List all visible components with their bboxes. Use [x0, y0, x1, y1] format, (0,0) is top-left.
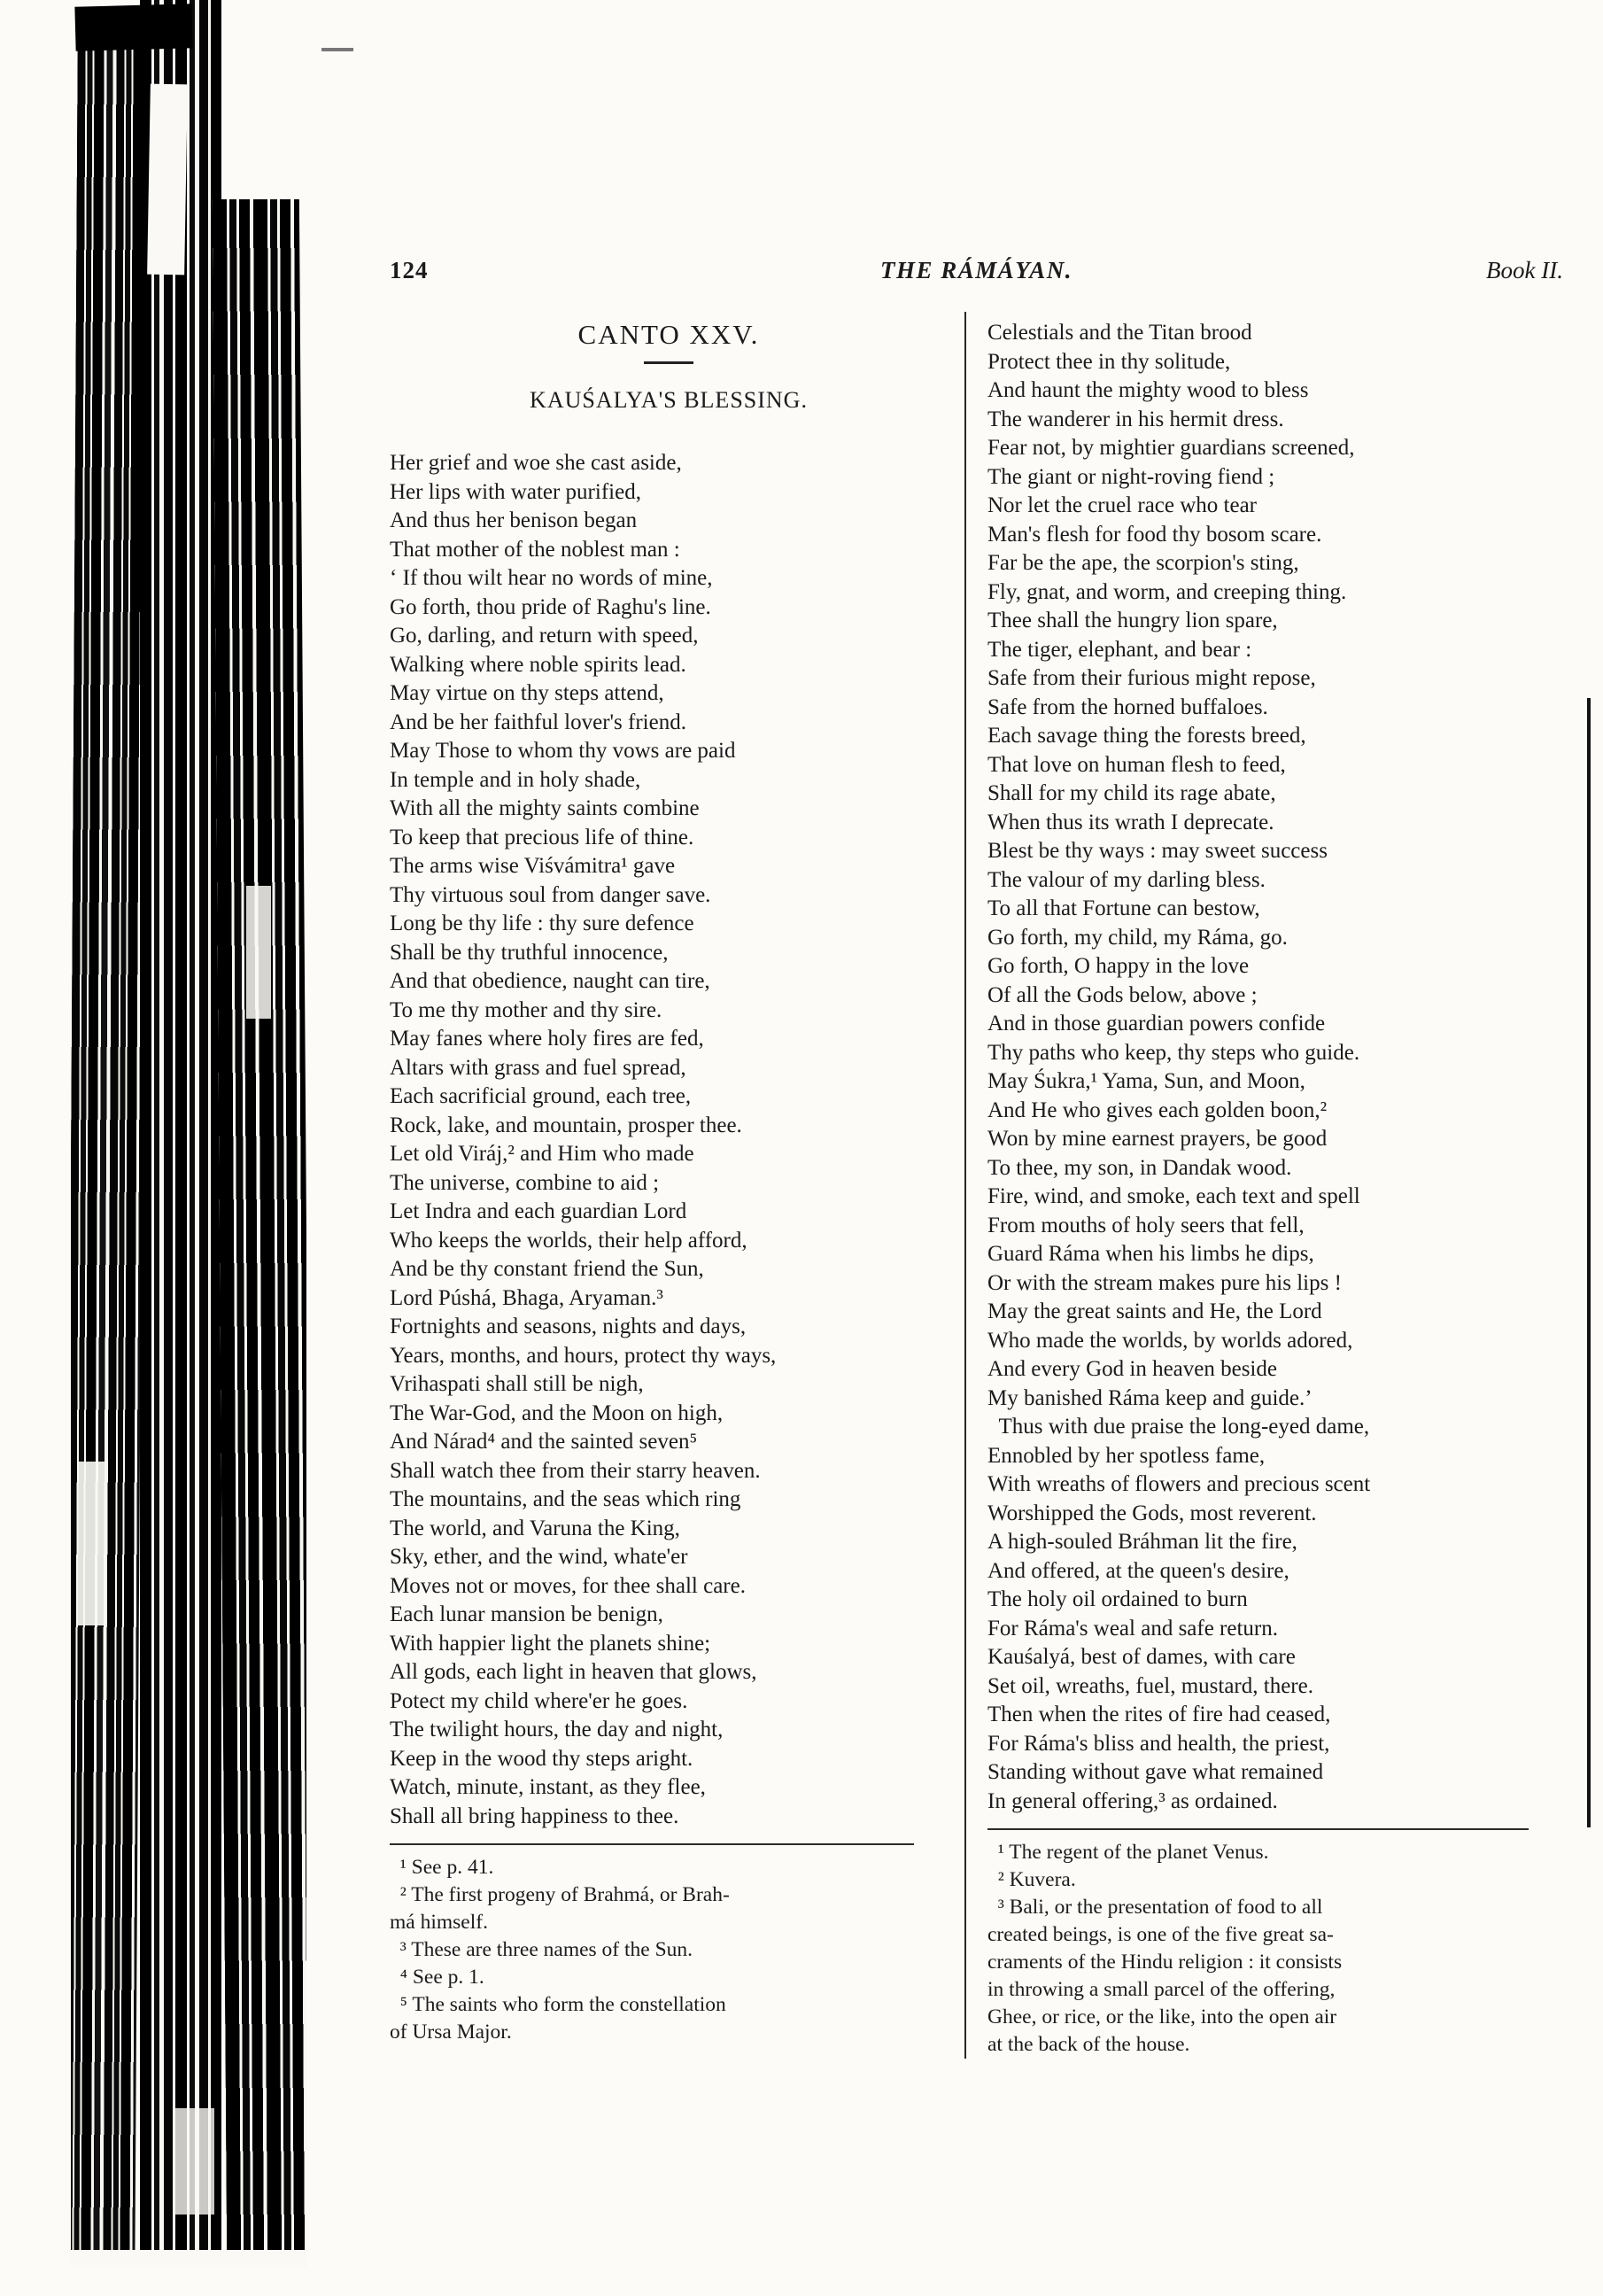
verse-line: Her lips with water purified,	[390, 479, 641, 504]
verse-line: To all that Fortune can bestow,	[987, 896, 1260, 920]
verse-line: That love on human flesh to feed,	[987, 752, 1286, 777]
verse-line: And in those guardian powers confide	[987, 1012, 1326, 1036]
scan-white-gap	[71, 2250, 306, 2268]
verse-line: Sky, ether, and the wind, whate'er	[390, 1545, 688, 1569]
verse-line: With all the mighty saints combine	[390, 796, 700, 820]
verse-line: Thy virtuous soul from danger save.	[390, 882, 711, 907]
scan-binding-artifact	[71, 0, 306, 2268]
verse-line: A high-souled Bráhman lit the fire,	[987, 1530, 1297, 1554]
verse-line: Years, months, and hours, protect thy ways,	[390, 1343, 777, 1368]
footnote-line: in throwing a small parcel of the offering,	[987, 1978, 1336, 2001]
canto-heading: CANTO XXV.	[577, 319, 760, 350]
verse-line: For Ráma's weal and safe return.	[987, 1616, 1279, 1641]
verse-line: All gods, each light in heaven that glows,	[390, 1660, 757, 1684]
verse-line: Thy paths who keep, thy steps who guide.	[987, 1040, 1360, 1065]
verse-line: Each savage thing the forests breed,	[987, 724, 1306, 748]
footnote-line: of Ursa Major.	[390, 2021, 512, 2044]
verse-line: Safe from their furious might repose,	[987, 666, 1316, 690]
verse-line: My banished Ráma keep and guide.’	[987, 1385, 1313, 1410]
verse-line: Potect my child where'er he goes.	[390, 1688, 688, 1713]
verse-line: Far be the ape, the scorpion's sting,	[987, 551, 1299, 575]
footnote-line: craments of the Hindu religion : it consists	[987, 1951, 1343, 1974]
verse-line: Walking where noble spirits lead.	[390, 652, 686, 677]
verse-line: Thus with due praise the long-eyed dame,	[987, 1415, 1370, 1439]
verse-line: May fanes where holy fires are fed,	[390, 1027, 704, 1051]
verse-line: May Those to whom thy vows are paid	[390, 739, 736, 763]
verse-line: Go forth, O happy in the love	[987, 954, 1250, 978]
verse-line: And offered, at the queen's desire,	[987, 1558, 1289, 1583]
verse-line: Fire, wind, and smoke, each text and spell	[987, 1184, 1360, 1208]
verse-line: And Nárad⁴ and the sainted seven⁵	[390, 1430, 698, 1454]
verse-line: Fortnights and seasons, nights and days,	[390, 1315, 747, 1338]
verse-line: Won by mine earnest prayers, be good	[987, 1127, 1328, 1151]
scan-dash-artifact	[321, 48, 353, 51]
running-title: THE RÁMÁYAN.	[879, 257, 1073, 283]
verse-line: May virtue on thy steps attend,	[390, 681, 664, 705]
verse-line: Then when the rites of fire had ceased,	[987, 1703, 1331, 1726]
verse-line: May Śukra,¹ Yama, Sun, and Moon,	[987, 1069, 1305, 1093]
right-footnotes	[987, 1839, 1563, 2059]
left-footnotes	[390, 1854, 948, 2046]
verse-line: The arms wise Viśvámitra¹ gave	[390, 854, 676, 878]
verse-line: Shall watch thee from their starry heaven.	[390, 1458, 761, 1483]
verse-line: Man's flesh for food thy bosom scare.	[987, 522, 1322, 547]
verse-line: And every God in heaven beside	[987, 1357, 1277, 1381]
verse-line: When thus its wrath I deprecate.	[987, 810, 1274, 834]
footnote-line: ² Kuvera.	[987, 1868, 1076, 1891]
footnote-line: created beings, is one of the five great sa-	[987, 1923, 1334, 1946]
verse-line: Fly, gnat, and worm, and creeping thing.	[987, 579, 1347, 604]
verse-line: Safe from the horned buffaloes.	[987, 694, 1268, 719]
canto-subheading: KAUŚALYA'S BLESSING.	[530, 387, 808, 413]
verse-line: Lord Púshá, Bhaga, Aryaman.³	[390, 1285, 663, 1310]
verse-line: Of all the Gods below, above ;	[987, 982, 1258, 1007]
scan-white-gap	[246, 886, 271, 1019]
verse-line: Each sacrificial ground, each tree,	[390, 1084, 692, 1108]
footnote-line: ⁵ The saints who form the constellation	[390, 1993, 726, 2016]
verse-line: And thus her benison began	[390, 508, 638, 532]
footnote-line: ¹ See p. 41.	[390, 1856, 494, 1879]
verse-line: Watch, minute, instant, as they flee,	[390, 1775, 706, 1799]
column-divider-rule	[964, 312, 966, 2059]
footnote-line: at the back of the house.	[987, 2033, 1190, 2056]
verse-line: Or with the stream makes pure his lips !	[987, 1270, 1342, 1295]
left-column	[390, 312, 948, 2059]
verse-line: Worshipped the Gods, most reverent.	[987, 1501, 1317, 1525]
verse-line: And that obedience, naught can tire,	[390, 969, 710, 993]
verse-line: From mouths of holy seers that fell,	[987, 1213, 1305, 1237]
footnote-separator-rule	[987, 1828, 1529, 1830]
verse-line: Let Indra and each guardian Lord	[390, 1199, 687, 1223]
verse-line: The tiger, elephant, and bear :	[987, 637, 1252, 662]
verse-line: ‘ If thou wilt hear no words of mine,	[390, 566, 713, 590]
verse-line: Shall all bring happiness to thee.	[390, 1803, 679, 1828]
verse-line: Who made the worlds, by worlds adored,	[987, 1328, 1353, 1353]
page-number: 124	[390, 257, 429, 283]
verse-line: Shall for my child its rage abate,	[987, 781, 1276, 805]
verse-line: To me thy mother and thy sire.	[390, 997, 662, 1022]
verse-line: Ennobled by her spotless fame,	[987, 1443, 1266, 1468]
verse-line: To thee, my son, in Dandak wood.	[987, 1155, 1292, 1180]
footnote-line: ³ Bali, or the presentation of food to all	[987, 1896, 1323, 1919]
scan-white-gap	[147, 84, 188, 275]
left-verse-block	[390, 449, 948, 1831]
scan-edge-line	[1587, 698, 1591, 1827]
verse-line: In temple and in holy shade,	[390, 767, 641, 792]
binding-streaks-middle	[140, 0, 221, 2263]
verse-line: And be thy constant friend the Sun,	[390, 1257, 704, 1281]
verse-line: Standing without gave what remained	[987, 1760, 1324, 1784]
verse-line: Go, darling, and return with speed,	[390, 624, 699, 648]
verse-line: May the great saints and He, the Lord	[987, 1299, 1322, 1323]
verse-line: The wanderer in his hermit dress.	[987, 407, 1284, 431]
right-verse-block	[987, 319, 1563, 1816]
verse-line: To keep that precious life of thine.	[390, 825, 694, 849]
verse-line: Protect thee in thy solitude,	[987, 349, 1231, 374]
verse-line: Fear not, by mightier guardians screened,	[987, 436, 1355, 460]
verse-line: Blest be thy ways : may sweet success	[987, 839, 1328, 863]
verse-line: Her grief and woe she cast aside,	[390, 451, 682, 475]
binding-streaks-outer	[213, 199, 306, 2263]
verse-line: The universe, combine to aid ;	[390, 1170, 660, 1195]
footnote-line: ² The first progeny of Brahmá, or Brah-	[390, 1883, 730, 1906]
verse-line: Guard Ráma when his limbs he dips,	[987, 1242, 1314, 1266]
verse-line: For Ráma's bliss and health, the priest,	[987, 1731, 1330, 1756]
verse-line: Set oil, wreaths, fuel, mustard, there.	[987, 1673, 1313, 1698]
verse-line: Kauśalyá, best of dames, with care	[987, 1645, 1296, 1669]
verse-line: Let old Viráj,² and Him who made	[390, 1142, 694, 1166]
right-column	[987, 312, 1563, 2059]
binding-streaks-inner	[71, 49, 149, 2263]
verse-line: The holy oil ordained to burn	[987, 1587, 1248, 1611]
footnote-line: ¹ The regent of the planet Venus.	[987, 1841, 1269, 1864]
verse-line: Who keeps the worlds, their help afford,	[390, 1228, 747, 1253]
footnote-line: má himself.	[390, 1911, 488, 1934]
scan-white-gap	[78, 1462, 105, 1625]
verse-line: The mountains, and the seas which ring	[390, 1487, 741, 1511]
page-content	[390, 255, 1563, 2059]
verse-line: That mother of the noblest man :	[390, 537, 680, 562]
verse-line: Go forth, my child, my Ráma, go.	[987, 925, 1288, 950]
verse-line: Keep in the wood thy steps aright.	[390, 1746, 693, 1771]
verse-line: With wreaths of flowers and precious scent	[987, 1472, 1371, 1496]
footnote-line: Ghee, or rice, or the like, into the open air	[987, 2005, 1337, 2028]
verse-line: The valour of my darling bless.	[987, 867, 1266, 892]
verse-line: Go forth, thou pride of Raghu's line.	[390, 594, 711, 619]
verse-line: Long be thy life : thy sure defence	[390, 911, 694, 935]
verse-line: The giant or night-roving fiend ;	[987, 464, 1275, 489]
verse-line: And be her faithful lover's friend.	[390, 710, 686, 734]
two-column-text-block	[390, 312, 1563, 2059]
verse-line: Moves not or moves, for thee shall care.	[390, 1573, 746, 1598]
verse-line: The War-God, and the Moon on high,	[390, 1400, 724, 1425]
canto-divider-rule	[644, 361, 693, 364]
verse-line: The twilight hours, the day and night,	[390, 1718, 724, 1741]
verse-line: Altars with grass and fuel spread,	[390, 1055, 686, 1080]
verse-line: Nor let the cruel race who tear	[987, 493, 1258, 517]
page-header	[390, 255, 1563, 285]
verse-line: The world, and Varuna the King,	[390, 1516, 680, 1540]
footnote-line: ³ These are three names of the Sun.	[390, 1938, 693, 1961]
verse-line: Thee shall the hungry lion spare,	[987, 609, 1278, 632]
footnote-line: ⁴ See p. 1.	[390, 1966, 484, 1989]
verse-line: Each lunar mansion be benign,	[390, 1602, 663, 1626]
verse-line: And haunt the mighty wood to bless	[987, 378, 1309, 402]
footnote-separator-rule	[390, 1843, 914, 1845]
book-label: Book II.	[1486, 257, 1563, 283]
verse-line: And He who gives each golden boon,²	[987, 1098, 1328, 1122]
verse-line: Rock, lake, and mountain, prosper thee.	[390, 1113, 742, 1137]
verse-line: In general offering,³ as ordained.	[987, 1788, 1278, 1813]
verse-line: With happier light the planets shine;	[390, 1631, 711, 1656]
verse-line: Celestials and the Titan brood	[987, 321, 1252, 345]
verse-line: Vrihaspati shall still be nigh,	[390, 1372, 644, 1396]
verse-line: Shall be thy truthful innocence,	[390, 940, 669, 965]
scan-white-gap	[175, 2108, 214, 2215]
scan-ink-blob	[74, 4, 192, 50]
